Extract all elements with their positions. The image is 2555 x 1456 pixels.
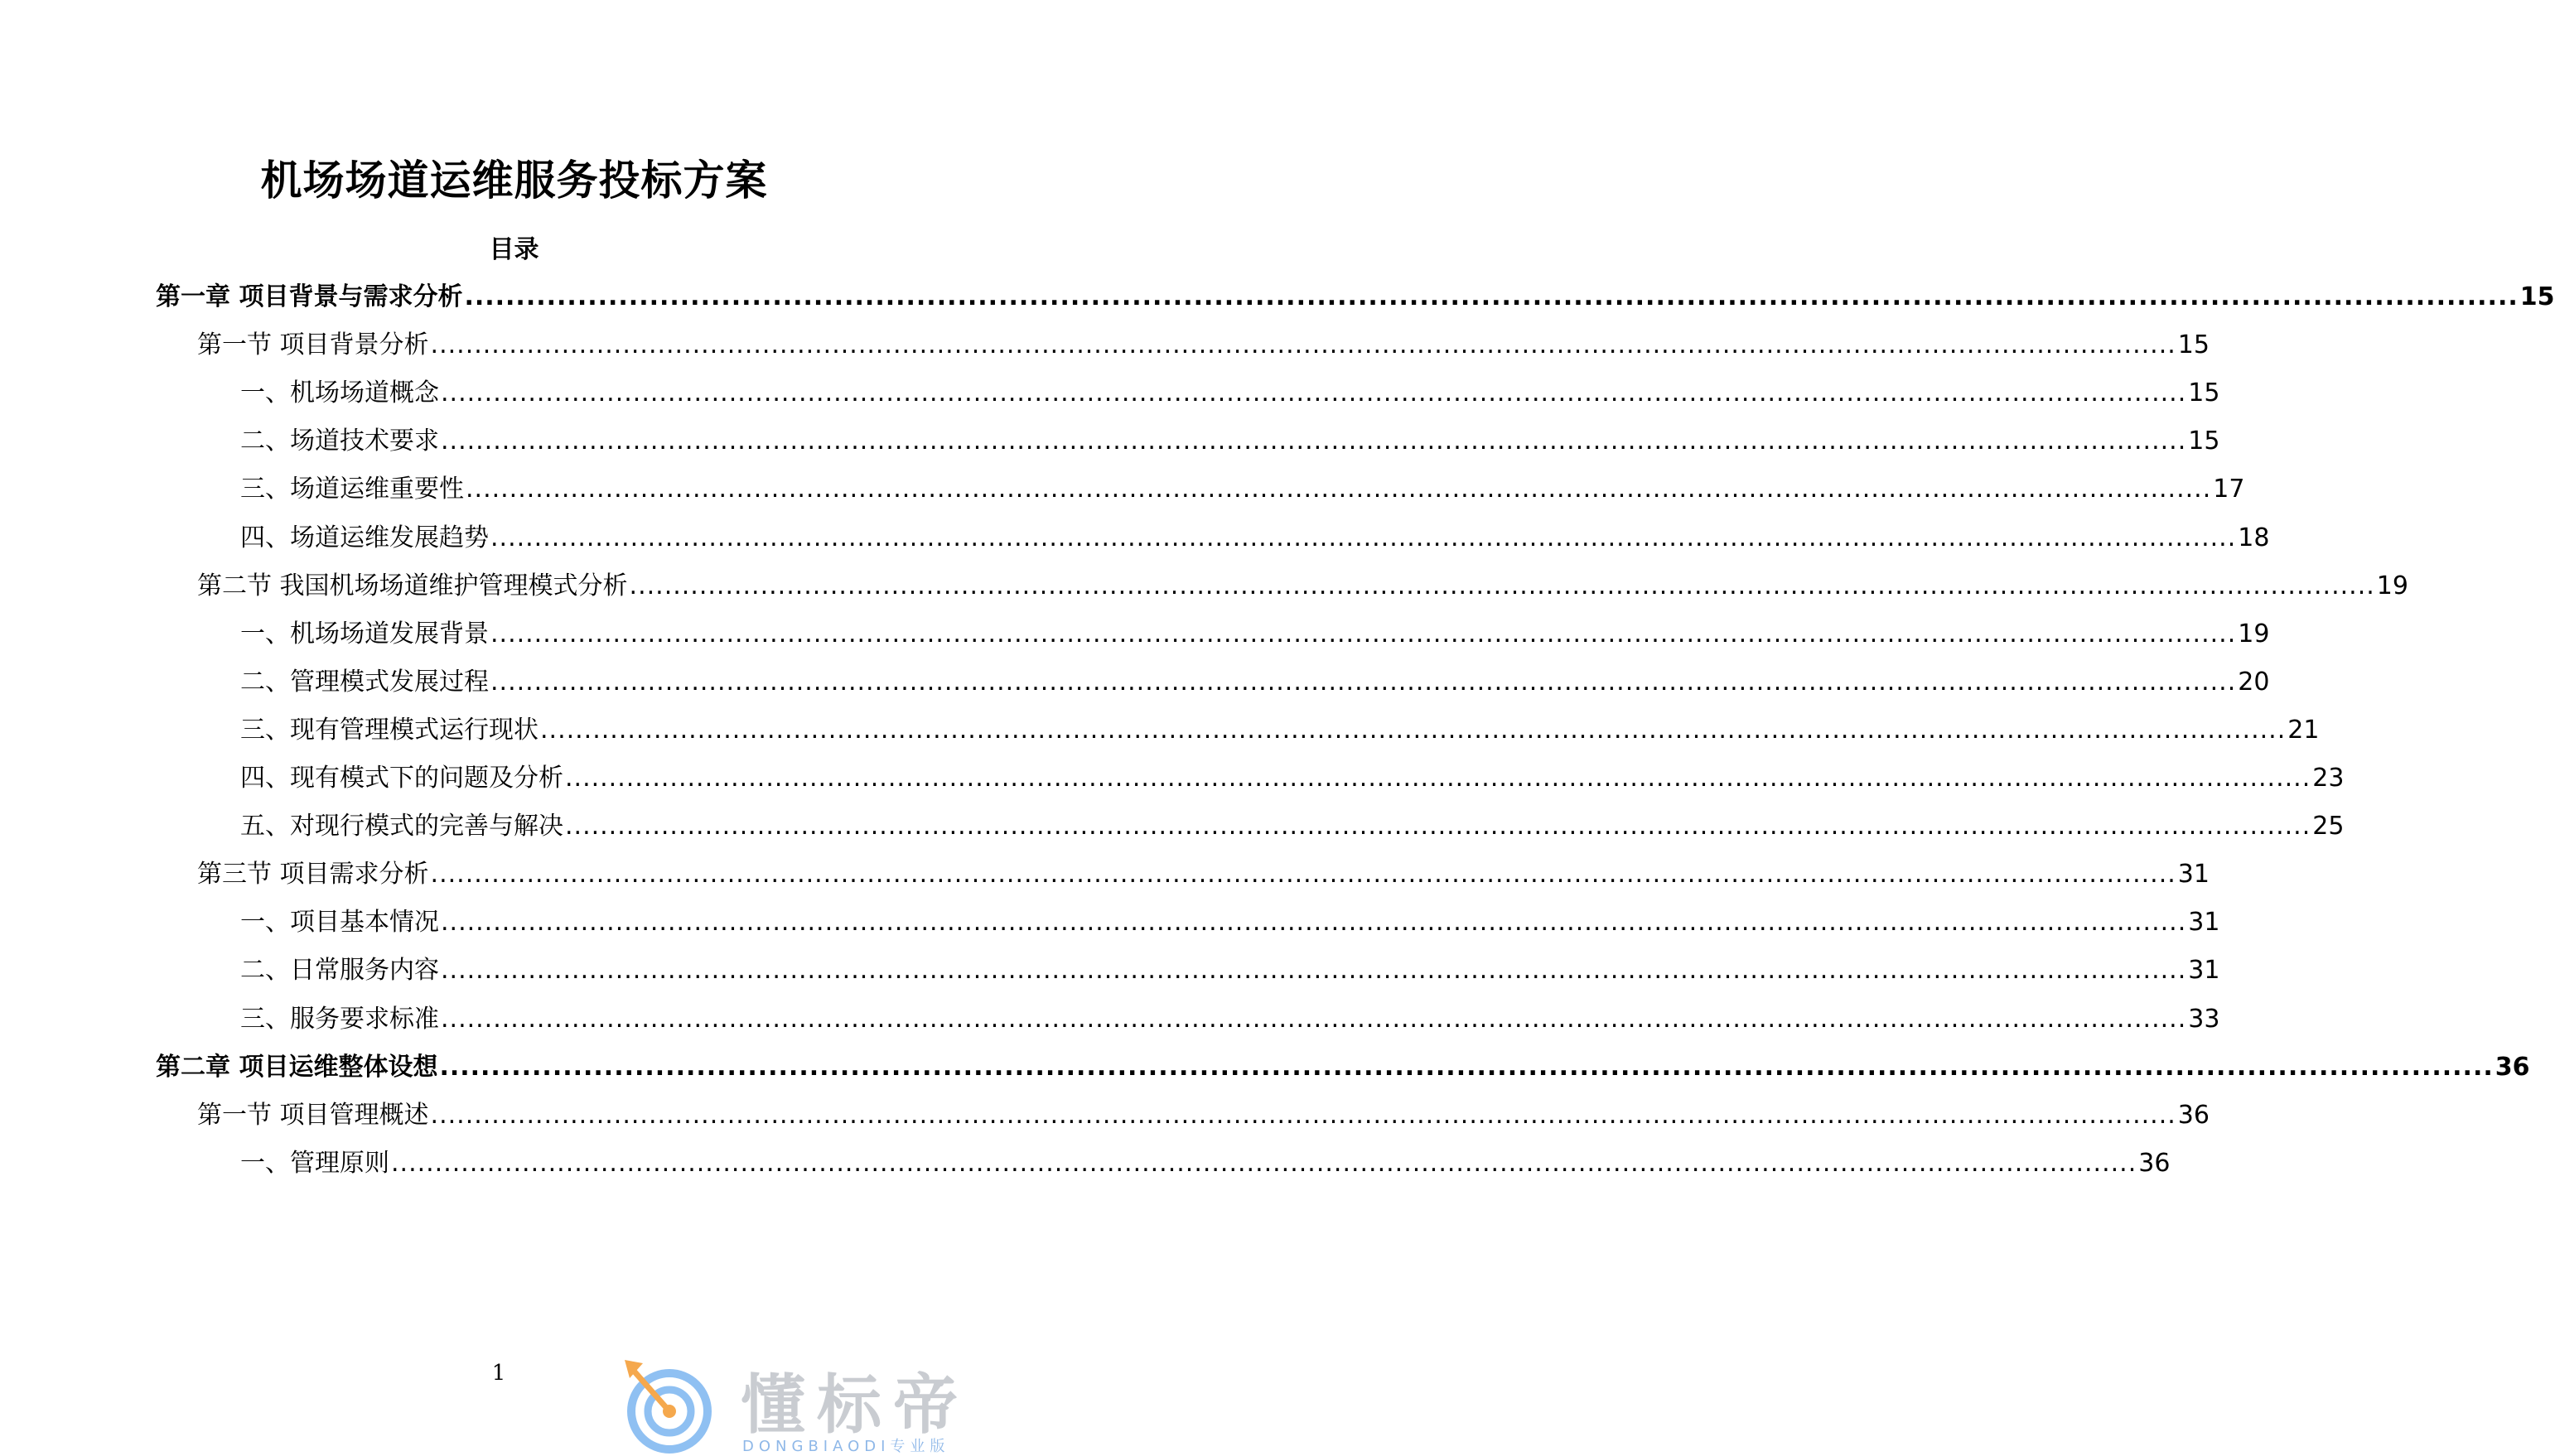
toc-dot-leader: ........................................................................................................................................................................................................ <box>490 523 2237 552</box>
page-number: 1 <box>491 1361 506 1386</box>
toc-dot-leader: ........................................................................................................................................................................................................ <box>439 1052 2494 1082</box>
toc-dot-leader: ........................................................................................................................................................................................................ <box>629 571 2375 600</box>
toc-entry-label: 第一节 项目管理概述 <box>197 1100 429 1130</box>
toc-entry-label: 二、场道技术要求 <box>240 427 439 456</box>
toc-entry-level-2[interactable] <box>197 1094 2210 1135</box>
toc-entry-label: 二、日常服务内容 <box>240 956 439 986</box>
toc-entry-page: 19 <box>2376 571 2408 600</box>
toc-entry-page: 36 <box>2138 1148 2171 1178</box>
toc-entry-level-3[interactable] <box>240 757 2345 798</box>
toc-entry-page: 15 <box>2188 427 2220 456</box>
toc-dot-leader: ........................................................................................................................................................................................................ <box>441 908 2187 938</box>
toc-entry-page: 33 <box>2188 1004 2220 1034</box>
toc-entry-level-3[interactable] <box>240 1142 2171 1184</box>
toc-entry-level-3[interactable] <box>240 949 2220 991</box>
toc-entry-label: 三、服务要求标准 <box>240 1004 439 1034</box>
target-logo-icon <box>618 1352 734 1453</box>
toc-dot-leader: ........................................................................................................................................................................................................ <box>490 619 2237 648</box>
document-title: 机场场道运维服务投标方案 <box>260 157 768 205</box>
toc-dot-leader: ........................................................................................................................................................................................................ <box>441 378 2187 408</box>
watermark <box>618 1352 1028 1453</box>
toc-entry-label: 一、机场场道概念 <box>240 378 439 408</box>
toc-entry-level-3[interactable] <box>240 517 2270 558</box>
toc-entry-label: 第二节 我国机场场道维护管理模式分析 <box>197 571 628 600</box>
toc-entry-page: 31 <box>2188 908 2220 938</box>
toc-dot-leader: ........................................................................................................................................................................................................ <box>464 282 2519 311</box>
toc-entry-level-3[interactable] <box>240 613 2270 654</box>
toc-entry-label: 三、现有管理模式运行现状 <box>240 715 539 745</box>
toc-entry-label: 第二章 项目运维整体设想 <box>156 1052 438 1082</box>
toc-entry-level-3[interactable] <box>240 661 2270 702</box>
toc-entry-page: 25 <box>2312 812 2345 841</box>
toc-entry-label: 四、现有模式下的问题及分析 <box>240 764 563 793</box>
toc-entry-level-3[interactable] <box>240 372 2220 413</box>
toc-entry-label: 第一章 项目背景与需求分析 <box>156 282 463 311</box>
toc-dot-leader: ........................................................................................................................................................................................................ <box>430 330 2176 360</box>
toc-dot-leader: ........................................................................................................................................................................................................ <box>565 812 2311 841</box>
toc-entry-page: 20 <box>2238 667 2270 697</box>
toc-entry-level-3[interactable] <box>240 420 2220 461</box>
toc-entry-page: 36 <box>2495 1052 2530 1082</box>
toc-dot-leader: ........................................................................................................................................................................................................ <box>540 715 2287 745</box>
toc-entry-label: 二、管理模式发展过程 <box>240 667 489 697</box>
toc-entry-level-3[interactable] <box>240 709 2320 750</box>
toc-entry-page: 31 <box>2188 956 2220 986</box>
toc-entry-page: 36 <box>2177 1100 2210 1130</box>
toc-dot-leader: ........................................................................................................................................................................................................ <box>430 860 2176 890</box>
toc-entry-level-1[interactable] <box>156 276 2555 317</box>
toc-entry-level-2[interactable] <box>197 324 2210 365</box>
toc-dot-leader: ........................................................................................................................................................................................................ <box>441 1004 2187 1034</box>
toc-entry-level-3[interactable] <box>240 998 2220 1039</box>
toc-entry-page: 19 <box>2238 619 2270 648</box>
toc-dot-leader: ........................................................................................................................................................................................................ <box>391 1148 2137 1178</box>
toc-entry-page: 17 <box>2213 475 2245 504</box>
toc-entry-level-2[interactable] <box>197 853 2210 894</box>
toc-entry-label: 第一节 项目背景分析 <box>197 330 429 360</box>
toc-dot-leader: ........................................................................................................................................................................................................ <box>441 427 2187 456</box>
toc-entry-page: 15 <box>2177 330 2210 360</box>
toc-entry-level-3[interactable] <box>240 805 2345 846</box>
toc-entry-label: 五、对现行模式的完善与解决 <box>240 812 563 841</box>
toc-entry-level-2[interactable] <box>197 565 2408 606</box>
toc-entry-label: 一、机场场道发展背景 <box>240 619 489 648</box>
toc-entry-page: 21 <box>2287 715 2320 745</box>
toc-entry-label: 四、场道运维发展趋势 <box>240 523 489 552</box>
toc-entry-page: 31 <box>2177 860 2210 890</box>
toc-entry-level-3[interactable] <box>240 468 2245 509</box>
toc-entry-label: 一、项目基本情况 <box>240 908 439 938</box>
toc-entry-page: 15 <box>2519 282 2555 311</box>
toc-entry-label: 一、管理原则 <box>240 1148 389 1178</box>
toc-entry-label: 三、场道运维重要性 <box>240 475 464 504</box>
watermark-brand: 懂标帝 <box>741 1368 970 1443</box>
toc-entry-page: 15 <box>2188 378 2220 408</box>
watermark-subtitle: DONGBIAODI专业版 <box>742 1438 950 1455</box>
toc-dot-leader: ........................................................................................................................................................................................................ <box>490 667 2237 697</box>
toc-entry-level-1[interactable] <box>156 1046 2530 1087</box>
toc-dot-leader: ........................................................................................................................................................................................................ <box>466 475 2212 504</box>
toc-entry-label: 第三节 项目需求分析 <box>197 860 429 890</box>
toc-heading: 目录 <box>489 235 539 264</box>
toc-dot-leader: ........................................................................................................................................................................................................ <box>565 764 2311 793</box>
toc-entry-page: 18 <box>2238 523 2270 552</box>
toc-dot-leader: ........................................................................................................................................................................................................ <box>430 1100 2176 1130</box>
toc-entry-level-3[interactable] <box>240 901 2220 943</box>
toc-dot-leader: ........................................................................................................................................................................................................ <box>441 956 2187 986</box>
toc-entry-page: 23 <box>2312 764 2345 793</box>
